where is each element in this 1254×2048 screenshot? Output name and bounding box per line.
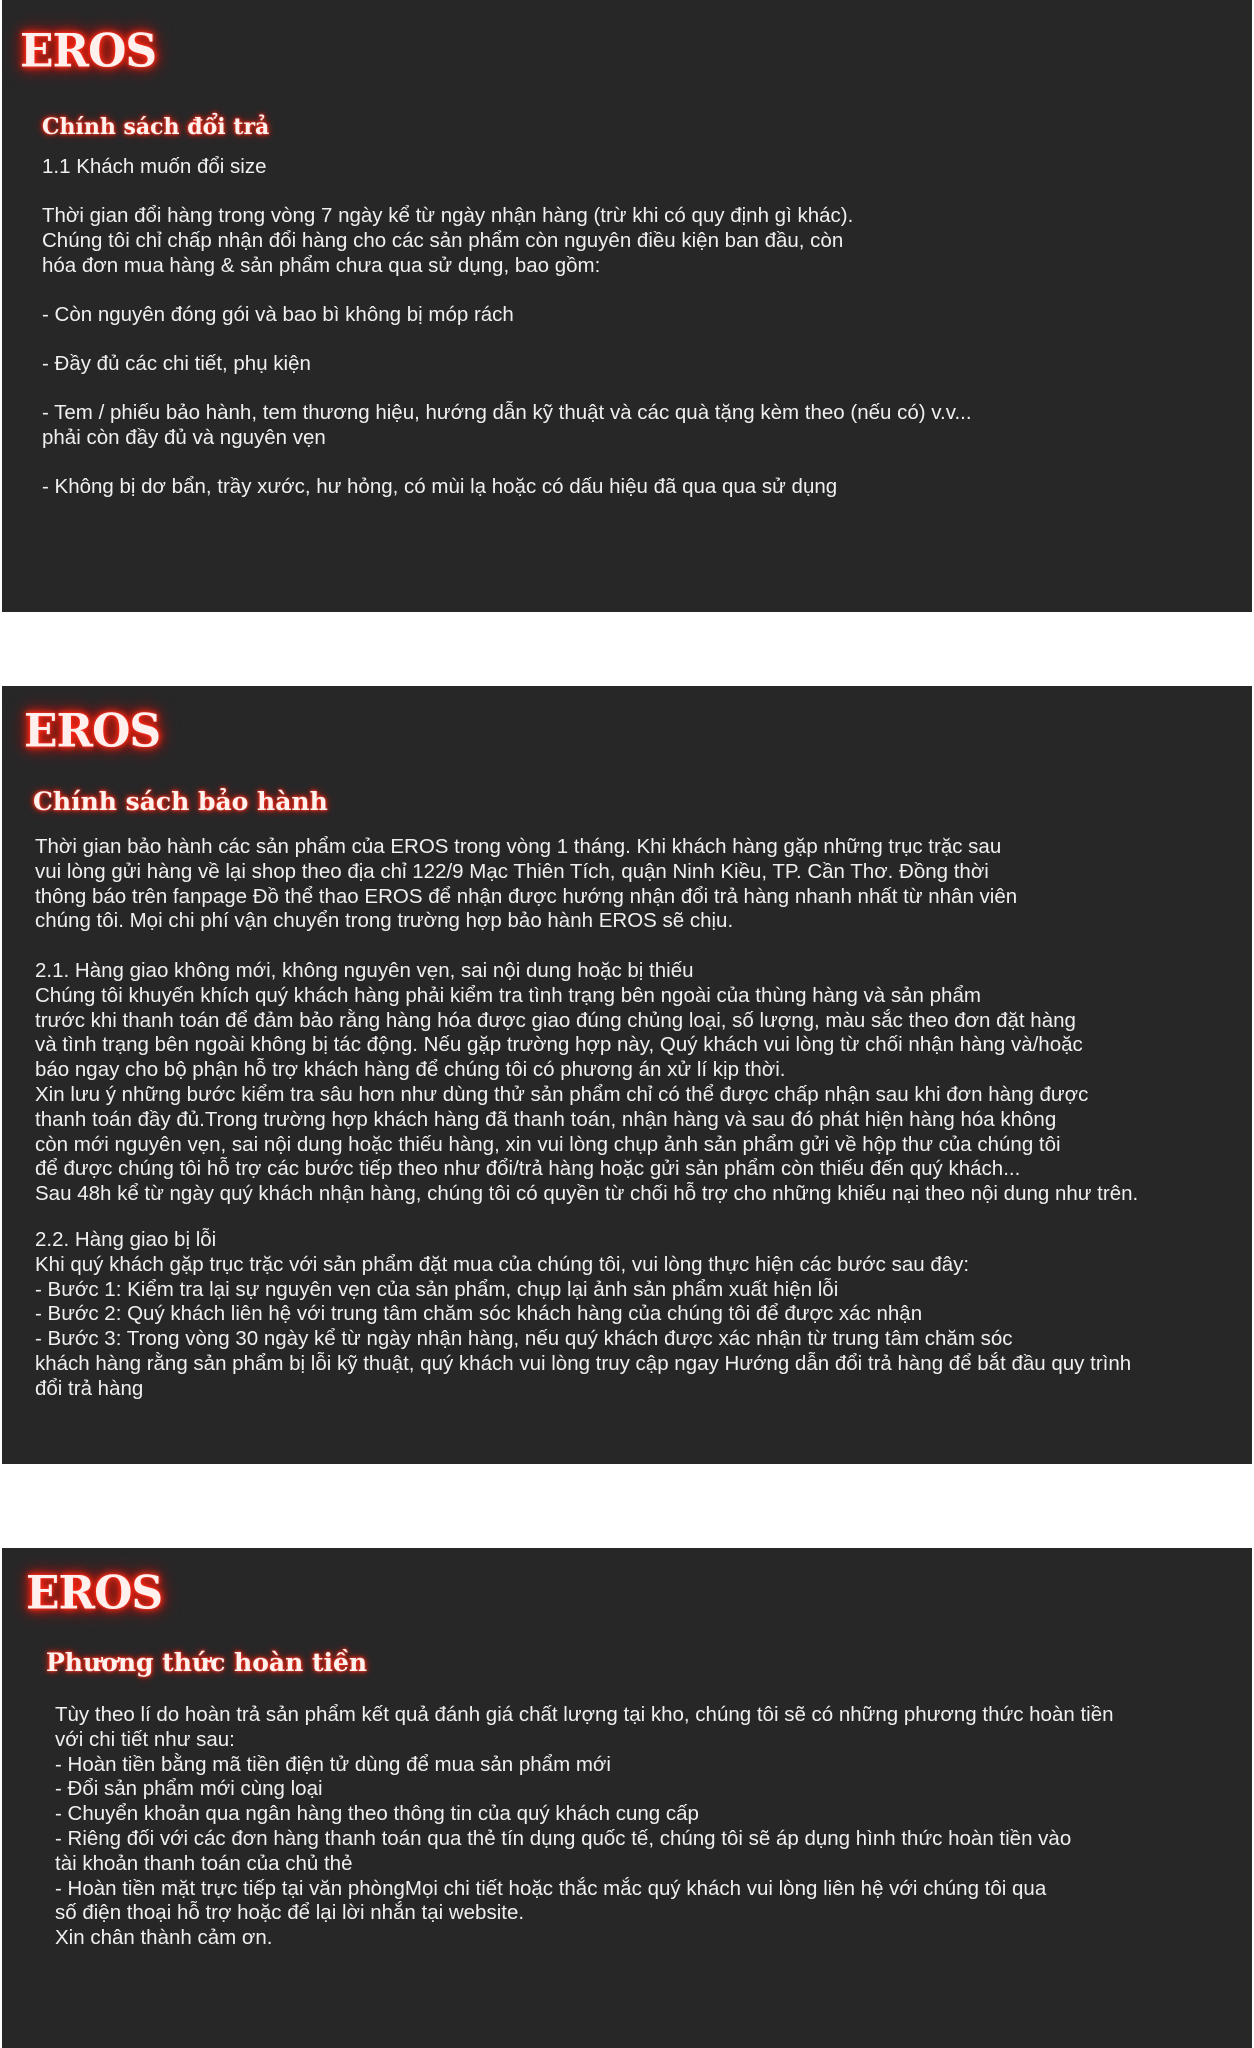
eros-logo: EROS bbox=[24, 704, 161, 759]
section-title: Chính sách đổi trả bbox=[42, 114, 270, 140]
warranty-policy-section bbox=[2, 686, 1252, 1464]
paragraph: 1.1 Khách muốn đổi size bbox=[42, 155, 267, 178]
section-title: Phương thức hoàn tiền bbox=[46, 1648, 368, 1677]
eros-logo: EROS bbox=[20, 24, 157, 79]
return-policy-section bbox=[2, 0, 1252, 612]
list-item: - Tem / phiếu bảo hành, tem thương hiệu, hướng dẫn kỹ thuật và các quà tặng kèm theo (nếu có) v.v... phải còn đầy đủ và nguyên vẹn bbox=[42, 401, 972, 449]
eros-logo: EROS bbox=[26, 1566, 163, 1621]
paragraph: Tùy theo lí do hoàn trả sản phẩm kết quả đánh giá chất lượng tại kho, chúng tôi sẽ có những phương thức hoàn tiền với chi tiết như sau: - Hoàn tiền bằng mã tiền điện tử dùng để mua sản phẩm mới - Đổi sản phẩm mới cùng loại - Chuyển khoản qua ngân hàng theo thông tin của quý khách cung cấp - Riêng đối với các đơn hàng thanh toán qua thẻ tín dụng quốc tế, chúng tôi sẽ áp dụng hình thức hoàn tiền vào tài khoản thanh toán của chủ thẻ - Hoàn tiền mặt trực tiếp tại văn phòngMọi chi tiết hoặc thắc mắc quý khách vui lòng liên hệ với chúng tôi qua số điện thoại hỗ trợ hoặc để lại lời nhắn tại website. Xin chân thành cảm ơn. bbox=[55, 1703, 1114, 1950]
refund-method-section bbox=[2, 1548, 1252, 2048]
paragraph: Thời gian đổi hàng trong vòng 7 ngày kể từ ngày nhận hàng (trừ khi có quy định gì khác). Chúng tôi chỉ chấp nhận đổi hàng cho các sản phẩm còn nguyên điều kiện ban đầu, còn hóa đơn mua hàng & sản phẩm chưa qua sử dụng, bao gồm: bbox=[42, 204, 854, 277]
list-item: - Đầy đủ các chi tiết, phụ kiện bbox=[42, 352, 311, 375]
paragraph: 2.1. Hàng giao không mới, không nguyên vẹn, sai nội dung hoặc bị thiếu Chúng tôi khuyến khích quý khách hàng phải kiểm tra tình trạng bên ngoài của thùng hàng và sản phẩm trước khi thanh toán để đảm bảo rằng hàng hóa được giao đúng chủng loại, số lượng, màu sắc theo đơn đặt hàng và tình trạng bên ngoài không bị tác động. Nếu gặp trường hợp này, Quý khách vui lòng từ chối nhận hàng và/hoặc báo ngay cho bộ phận hỗ trợ khách hàng để chúng tôi có phương án xử lí kịp thời. Xin lưu ý những bước kiểm tra sâu hơn như dùng thử sản phẩm chỉ có thể được chấp nhận sau khi đơn hàng được thanh toán đầy đủ.Trong trường hợp khách hàng đã thanh toán, nhận hàng và sau đó phát hiện hàng hóa không còn mới nguyên vẹn, sai nội dung hoặc thiếu hàng, xin vui lòng chụp ảnh sản phẩm gửi về hộp thư của chúng tôi để được chúng tôi hỗ trợ các bước tiếp theo như đổi/trả hàng hoặc gửi sản phẩm còn thiếu đến quý khách... Sau 48h kể từ ngày quý khách nhận hàng, chúng tôi có quyền từ chối hỗ trợ cho những khiếu nại theo nội dung như trên. bbox=[35, 959, 1139, 1206]
section-title: Chính sách bảo hành bbox=[33, 787, 328, 816]
paragraph: 2.2. Hàng giao bị lỗi Khi quý khách gặp trục trặc với sản phẩm đặt mua của chúng tôi, vui lòng thực hiện các bước sau đây: - Bước 1: Kiểm tra lại sự nguyên vẹn của sản phẩm, chụp lại ảnh sản phẩm xuất hiện lỗi - Bước 2: Quý khách liên hệ với trung tâm chăm sóc khách hàng của chúng tôi để được xác nhận - Bước 3: Trong vòng 30 ngày kể từ ngày nhận hàng, nếu quý khách được xác nhận từ trung tâm chăm sóc khách hàng rằng sản phẩm bị lỗi kỹ thuật, quý khách vui lòng truy cập ngay Hướng dẫn đổi trả hàng để bắt đầu quy trình đổi trả hàng bbox=[35, 1228, 1132, 1400]
list-item: - Không bị dơ bẩn, trầy xước, hư hỏng, có mùi lạ hoặc có dấu hiệu đã qua qua sử dụng bbox=[42, 475, 838, 498]
list-item: - Còn nguyên đóng gói và bao bì không bị móp rách bbox=[42, 303, 514, 326]
paragraph: Thời gian bảo hành các sản phẩm của EROS trong vòng 1 tháng. Khi khách hàng gặp những trục trặc sau vui lòng gửi hàng về lại shop theo địa chỉ 122/9 Mạc Thiên Tích, quận Ninh Kiều, TP. Cần Thơ. Đồng thời thông báo trên fanpage Đồ thể thao EROS để nhận được hướng nhận đổi trả hàng nhanh nhất từ nhân viên chúng tôi. Mọi chi phí vận chuyển trong trường hợp bảo hành EROS sẽ chịu. bbox=[35, 835, 1018, 933]
